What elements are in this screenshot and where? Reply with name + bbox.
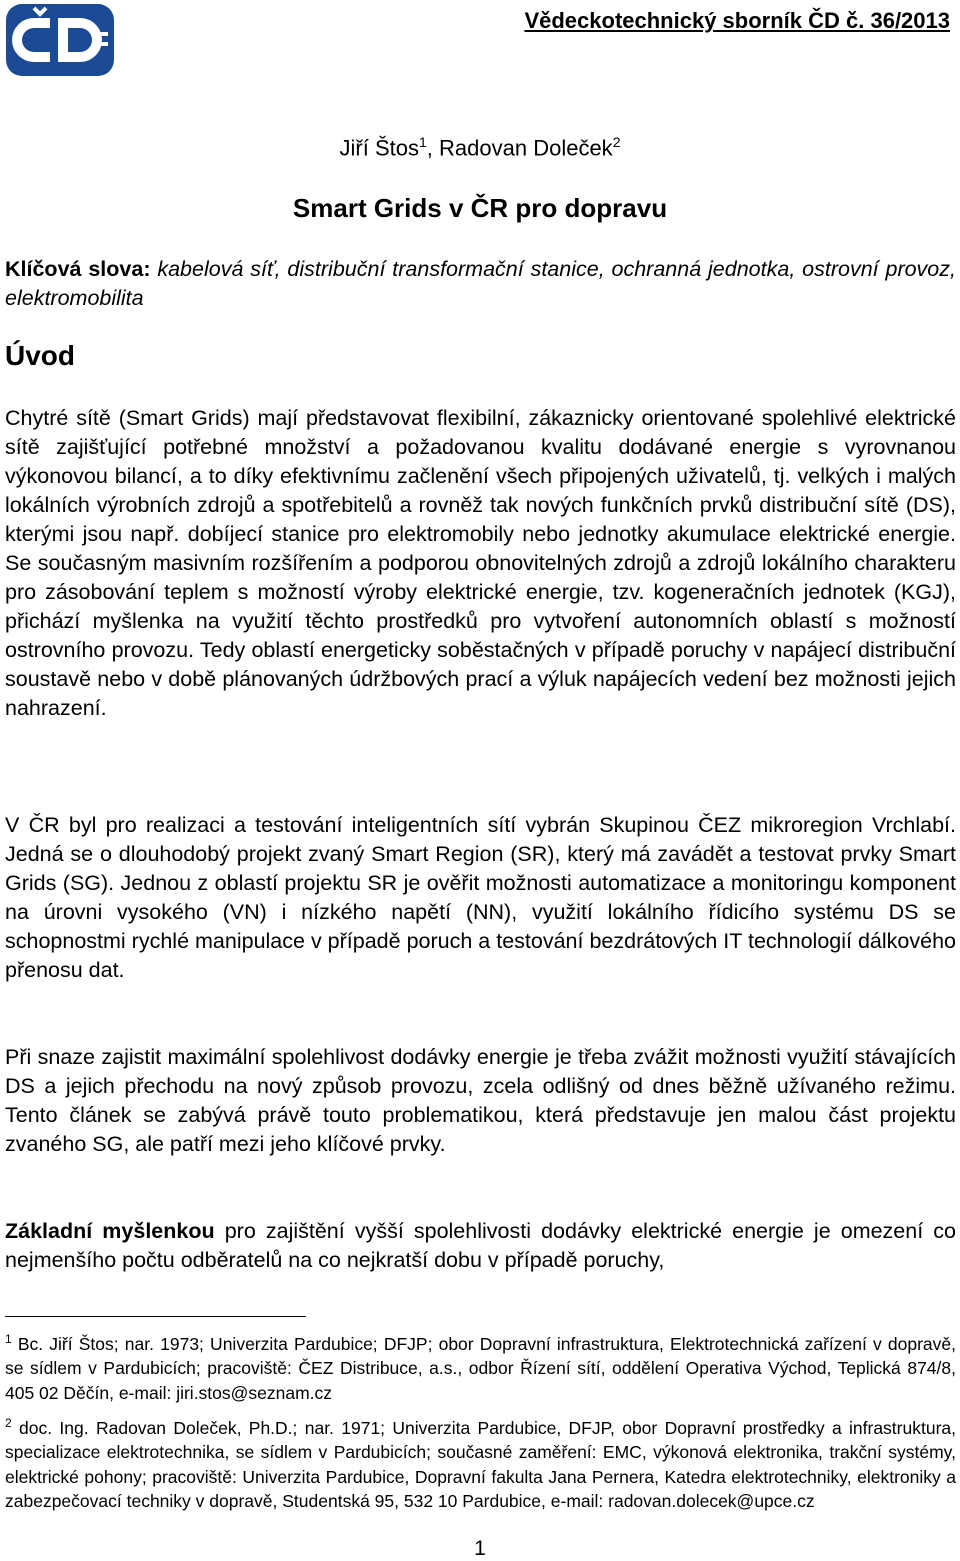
footnote-1 bbox=[5, 1327, 956, 1405]
keywords-list: kabelová síť, distribuční transformační stanice, ochranná jednotka, ostrovní provoz, elektromobilita bbox=[5, 257, 956, 310]
cd-logo bbox=[4, 2, 116, 78]
section-heading: Úvod bbox=[5, 340, 75, 371]
article-title: Smart Grids v ČR pro dopravu bbox=[292, 193, 668, 223]
paragraph-4 bbox=[5, 1217, 956, 1275]
author-2-footnote-mark: 2 bbox=[612, 134, 621, 150]
authors-line bbox=[0, 134, 960, 161]
footnote-separator bbox=[5, 1316, 306, 1317]
author-2: Radovan Doleček bbox=[439, 135, 613, 161]
journal-title: Vědeckotechnický sborník ČD č. 36/2013 bbox=[524, 8, 950, 33]
footnote-2-mark: 2 bbox=[5, 1416, 12, 1430]
paragraph-1: Chytré sítě (Smart Grids) mají představovat flexibilní, zákaznicky orientované spolehlivé elektrické sítě zajišťující potřebné množství a požadovanou kvalitu dodávané energie s vyrovnanou výkonovou bilancí, a to díky efektivnímu začlenění všech připojených uživatelů, tj. velkých i malých lokálních výrobních zdrojů a spotřebitelů a rovněž tak nových funkčních prvků distribuční sítě (DS), kterými jsou např. dobíjecí stanice pro elektromobily nebo jednotky akumulace elektrické energie. Se současným masivním rozšířením a podporou obnovitelných zdrojů a zdrojů lokálního charakteru pro zásobování teplem s možností výroby elektrické energie, tzv. kogeneračních jednotek (KGJ), přichází myšlenka na využití těchto prostředků pro vytvoření autonomních oblastí s možností ostrovního provozu. Tedy oblastí energeticky soběstačných v případě poruchy v napájecí distribuční soustavě nebo v době plánovaných údržbových prací a výluk napájecích vedení bez možnosti jejich nahrazení. bbox=[5, 406, 956, 720]
paragraph-2: V ČR byl pro realizaci a testování inteligentních sítí vybrán Skupinou ČEZ mikroregion Vrchlabí. Jedná se o dlouhodobý projekt zvaný Smart Region (SR), který má zavádět a testovat prvky Smart Grids (SG). Jednou z oblastí projektu SR je ověřit možnosti automatizace a monitoringu komponent na úrovni vysokého (VN) i nízkého napětí (NN), využití lokálního řídicího systému DS se schopnostmi rychlé manipulace v případě poruch a testování bezdrátových IT technologií dálkového přenosu dat. bbox=[5, 813, 956, 982]
paragraph-4-text: pro zajištění vyšší spolehlivosti dodávky elektrické energie je omezení co nejmenšího počtu odběratelů na co nejkratší dobu v případě poruchy, bbox=[5, 1219, 956, 1272]
keywords bbox=[5, 255, 956, 313]
paragraph-3: Při snaze zajistit maximální spolehlivost dodávky energie je třeba zvážit možnosti využití stávajících DS a jejich přechodu na nový způsob provozu, zcela odlišný od dnes běžně užívaného režimu. Tento článek se zabývá právě touto problematikou, která představuje jen malou část projektu zvaného SG, ale patří mezi jeho klíčové prvky. bbox=[5, 1045, 956, 1156]
footnote-1-mark: 1 bbox=[5, 1332, 12, 1346]
footnote-1-text: Bc. Jiří Štos; nar. 1973; Univerzita Pardubice; DFJP; obor Dopravní infrastruktura, Elektrotechnická zařízení v dopravě, se sídlem v Pardubicích; pracoviště: ČEZ Distribuce, a.s., odbor Řízení sítí, oddělení Operativa Východ, Teplická 874/8, 405 02 Děčín, e-mail: jiri.stos@seznam.cz bbox=[5, 1333, 956, 1403]
footnote-2 bbox=[5, 1411, 956, 1514]
author-1-footnote-mark: 1 bbox=[418, 134, 427, 150]
author-separator: , bbox=[426, 135, 440, 161]
footnote-2-text: doc. Ing. Radovan Doleček, Ph.D.; nar. 1971; Univerzita Pardubice, DFJP, obor Dopravní prostředky a infrastruktura, specializace elektrotechnika, se sídlem v Pardubicích; současné zaměření: EMC, výkonová elektronika, trakční systémy, elektrické pohony; pracoviště: Univerzita Pardubice, Dopravní fakulta Jana Pernera, Katedra elektrotechniky, elektroniky a zabezpečovací techniky v dopravě, Studentská 95, 532 10 Pardubice, e-mail: radovan.dolecek@upce.cz bbox=[5, 1417, 956, 1512]
keywords-label: Klíčová slova: bbox=[5, 257, 151, 281]
page-number: 1 bbox=[474, 1537, 486, 1560]
author-1: Jiří Štos bbox=[339, 135, 419, 161]
paragraph-4-bold: Základní myšlenkou bbox=[5, 1219, 215, 1243]
